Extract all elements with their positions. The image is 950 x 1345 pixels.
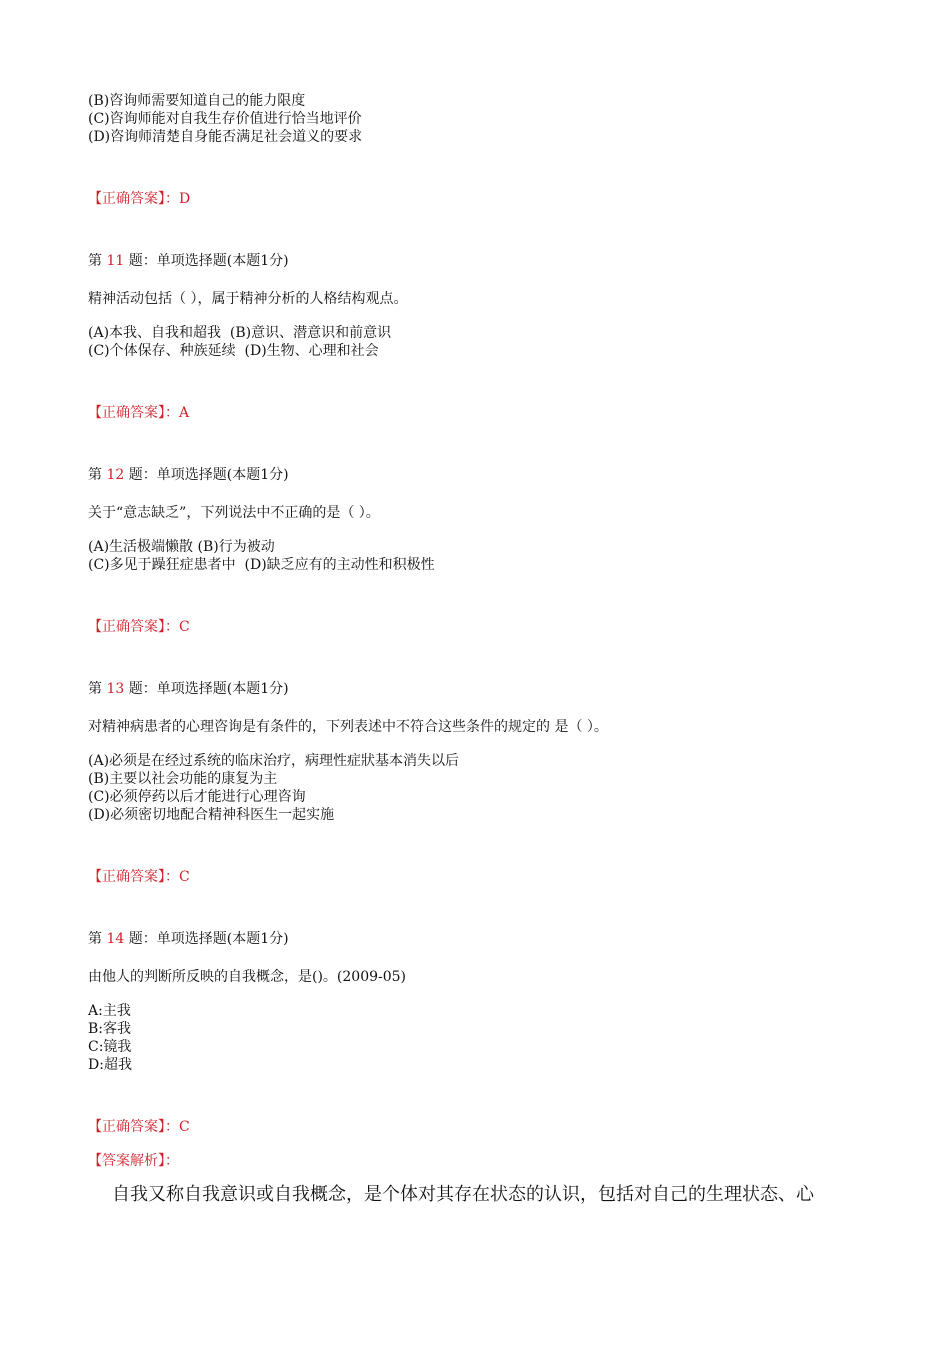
question-block — [88, 680, 888, 886]
option-line: (D)必须密切地配合精神科医生一起实施 — [88, 807, 335, 823]
option-line: (C)咨询师能对自我生存价值进行恰当地评价 — [88, 111, 362, 127]
answer-value: A — [179, 405, 190, 421]
question-number: 11 — [106, 253, 125, 269]
correct-answer: 【正确答案】：C — [88, 1119, 190, 1135]
question-number: 12 — [106, 467, 125, 483]
question-options — [88, 752, 888, 824]
question-options — [88, 1002, 888, 1074]
question-block — [88, 252, 888, 422]
correct-answer: 【正确答案】：C — [88, 869, 190, 885]
document-page — [88, 92, 888, 1208]
correct-answer — [88, 190, 888, 208]
option-line: (C)必须停药以后才能进行心理咨询 — [88, 789, 306, 805]
question-stem: 关于“意志缺乏”，下列说法中不正确的是（ ）。 — [88, 505, 380, 521]
option-line: A:主我 — [88, 1003, 131, 1019]
option-line: (C)个体保存、种族延续 (D)生物、心理和社会 — [88, 343, 379, 359]
question-options — [88, 324, 888, 360]
answer-value: C — [179, 869, 190, 885]
answer-value: C — [179, 619, 190, 635]
option-line: (A)本我、自我和超我 (B)意识、潜意识和前意识 — [88, 325, 392, 341]
analysis-label: 【答案解析】： — [88, 1153, 179, 1169]
question-header: 第 13 题：单项选择题(本题1分) — [88, 681, 289, 697]
analysis-text: 自我又称自我意识或自我概念，是个体对其存在状态的认识，包括对自己的生理状态、心 — [112, 1184, 814, 1205]
question-header: 第 11 题：单项选择题(本题1分) — [88, 253, 289, 269]
question-header: 第 14 题：单项选择题(本题1分) — [88, 931, 289, 947]
question-block — [88, 930, 888, 1136]
option-line: C:镜我 — [88, 1039, 132, 1055]
correct-answer: 【正确答案】：C — [88, 619, 190, 635]
option-line: (C)多见于躁狂症患者中 (D)缺乏应有的主动性和积极性 — [88, 557, 435, 573]
question-stem: 对精神病患者的心理咨询是有条件的，下列表述中不符合这些条件的规定的 是（ ）。 — [88, 719, 608, 735]
question-header: 第 12 题：单项选择题(本题1分) — [88, 467, 289, 483]
question-number: 13 — [106, 681, 125, 697]
question-stem: 由他人的判断所反映的自我概念，是()。(2009-05) — [88, 969, 407, 985]
question-options — [88, 538, 888, 574]
answer-label: 【正确答案】： — [88, 191, 179, 207]
question-block — [88, 466, 888, 636]
correct-answer: 【正确答案】：A — [88, 405, 190, 421]
option-line: B:客我 — [88, 1021, 132, 1037]
option-line: (D)咨询师清楚自身能否满足社会道义的要求 — [88, 129, 363, 145]
prev-question-options — [88, 92, 888, 146]
answer-value: C — [179, 1119, 190, 1135]
option-line: (B)咨询师需要知道自己的能力限度 — [88, 93, 306, 109]
option-line: (A)必须是在经过系统的临床治疗，病理性症狀基本消失以后 — [88, 753, 460, 769]
option-line: (B)主要以社会功能的康复为主 — [88, 771, 278, 787]
answer-value: D — [179, 191, 191, 207]
option-line: D:超我 — [88, 1057, 132, 1073]
option-line: (A)生活极端懒散 (B)行为被动 — [88, 539, 275, 555]
question-number: 14 — [106, 931, 125, 947]
question-stem: 精神活动包括（ ），属于精神分析的人格结构观点。 — [88, 291, 408, 307]
